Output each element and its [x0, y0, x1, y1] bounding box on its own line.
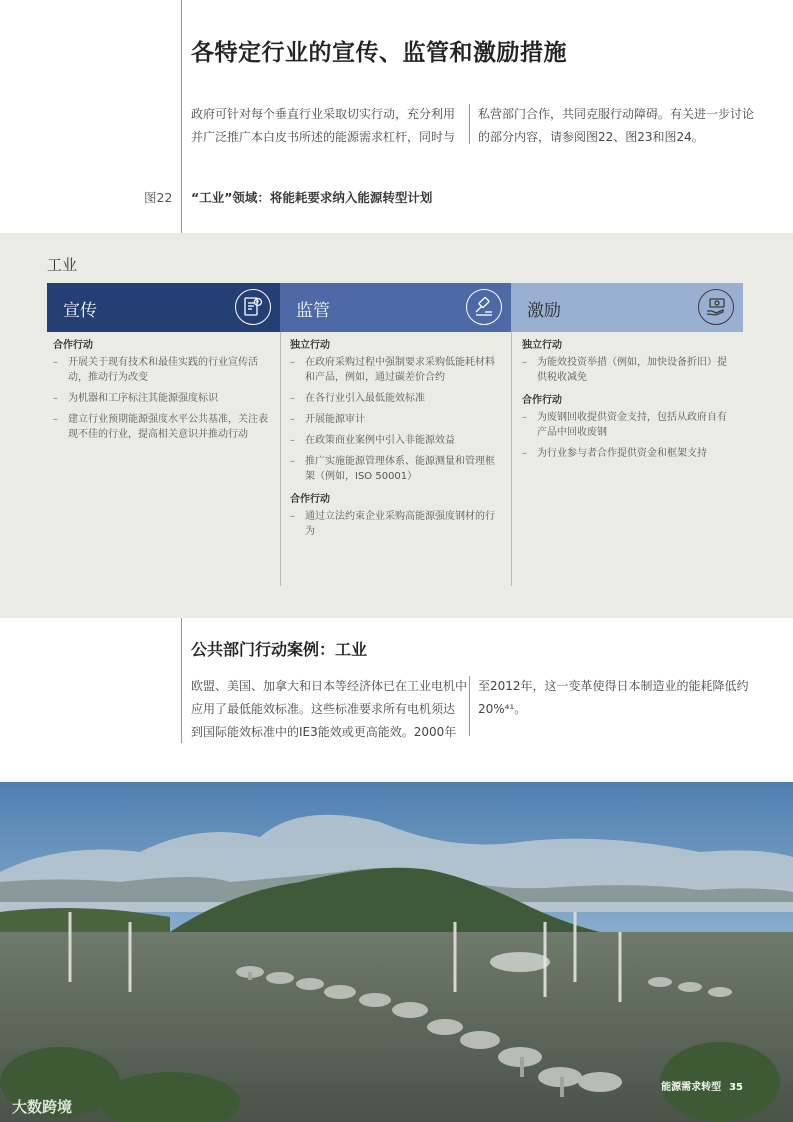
money-hand-icon: [698, 289, 734, 325]
industrial-plant-photo: [0, 782, 793, 1122]
list-item: – 在政府采购过程中强制要求采购低能耗材料和产品，例如，通过碳差价合约: [290, 355, 504, 385]
list-item: – 在政策商业案例中引入非能源效益: [290, 433, 504, 448]
column-header-label: 监管: [296, 301, 330, 321]
list-item: – 为机器和工序标注其能源强度标识: [53, 391, 272, 406]
intro-line: 并广泛推广本白皮书所述的能源需求杠杆，同时与: [191, 130, 456, 144]
watermark-logo: 大数跨境: [12, 1098, 73, 1116]
intro-column-divider: [469, 104, 470, 144]
column-header-publicity: [47, 283, 280, 332]
case-section-title: 公共部门行动案例：工业: [191, 640, 368, 659]
column-header-regulation: [280, 283, 511, 332]
top-divider-line: [181, 0, 182, 233]
action-list: [522, 410, 736, 461]
intro-line: 私营部门合作，共同克服行动障碍。有关进一步讨论: [478, 107, 755, 121]
list-item: – 为能效投资举措（例如，加快设备折旧）提供税收减免: [522, 355, 736, 385]
list-item: – 为行业参与者合作提供资金和框架支持: [522, 446, 736, 461]
page-title: 各特定行业的宣传、监管和激励措施: [191, 40, 567, 66]
group-title: 合作行动: [53, 340, 93, 351]
list-item: – 开展能源审计: [290, 412, 504, 427]
footer: [661, 1078, 743, 1093]
case-line: 20%⁴¹。: [478, 702, 527, 716]
case-line: 应用了最低能效标准。这些标准要求所有电机须达: [191, 702, 456, 716]
intro-column-1: [191, 103, 471, 149]
list-item: – 建立行业预期能源强度水平公共基准，关注表现不佳的行业，提高相关意识并推动行动: [53, 412, 272, 442]
case-line: 至2012年，这一变革使得日本制造业的能耗降低约: [478, 679, 749, 693]
column-header-incentive: [511, 283, 743, 332]
footer-title: 能源需求转型: [661, 1082, 722, 1093]
list-item: – 推广实施能源管理体系、能源测量和管理框架（例如，ISO 50001）: [290, 454, 504, 484]
band-label: 工业: [47, 256, 78, 274]
list-item: – 通过立法约束企业采购高能源强度钢材的行为: [290, 509, 504, 539]
intro-column-2: [478, 103, 768, 149]
case-divider-line: [181, 618, 182, 743]
group-title: 合作行动: [522, 395, 562, 406]
group-title: 合作行动: [290, 494, 330, 505]
intro-line: 政府可针对每个垂直行业采取切实行动，充分利用: [191, 107, 456, 121]
action-list: [290, 509, 504, 539]
column-body-publicity: [47, 332, 272, 586]
column-header-label: 宣传: [63, 301, 97, 321]
gavel-icon: [466, 289, 502, 325]
list-item: – 开展关于现有技术和最佳实践的行业宣传活动，推动行为改变: [53, 355, 272, 385]
list-item: – 为废钢回收提供资金支持，包括从政府自有产品中回收废钢: [522, 410, 736, 440]
case-column-2: [478, 675, 768, 721]
page-number: 35: [729, 1082, 743, 1093]
case-line: 到国际能效标准中的IE3能效或更高能效。2000年: [191, 725, 457, 739]
list-item: – 在各行业引入最低能效标准: [290, 391, 504, 406]
action-list: [290, 355, 504, 484]
column-body-incentive: [516, 332, 736, 586]
column-body-regulation: [284, 332, 504, 586]
document-icon: [235, 289, 271, 325]
action-list: [53, 355, 272, 442]
column-header-label: 激励: [527, 301, 561, 321]
column-divider: [511, 332, 512, 586]
case-column-1: [191, 675, 471, 744]
figure-label: 图22: [144, 190, 173, 205]
group-title: 独立行动: [522, 340, 562, 351]
action-list: [522, 355, 736, 385]
case-line: 欧盟、美国、加拿大和日本等经济体已在工业电机中: [191, 679, 468, 693]
figure-title: “工业”领域：将能耗要求纳入能源转型计划: [191, 190, 433, 205]
intro-line: 的部分内容，请参阅图22、图23和图24。: [478, 130, 704, 144]
group-title: 独立行动: [290, 340, 330, 351]
case-column-divider: [469, 676, 470, 736]
column-divider: [280, 332, 281, 586]
